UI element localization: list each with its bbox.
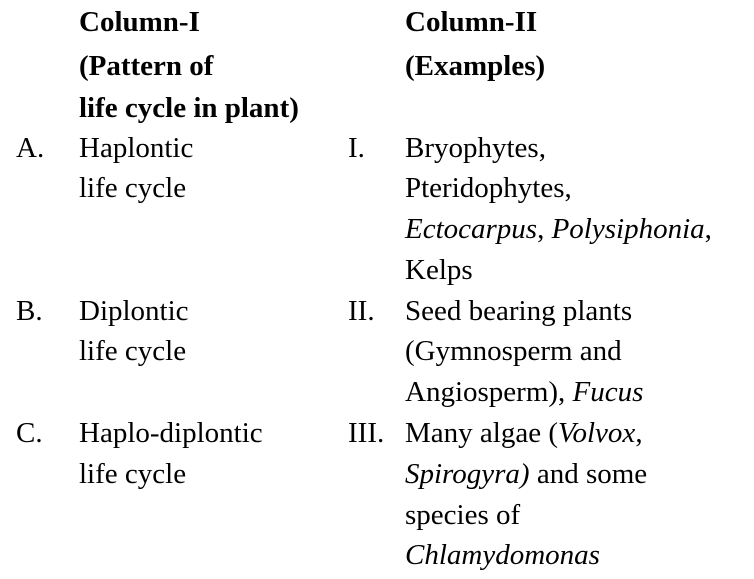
- row-ii-text-line-1: Seed bearing plants: [405, 295, 633, 327]
- row-c-label: C.: [16, 417, 43, 449]
- row-iii-text-line-4: [405, 535, 600, 575]
- column1-header-line-1: Column-I: [79, 6, 200, 38]
- row-a-label: A.: [16, 132, 45, 164]
- row-a-text-line-1: Haplontic: [79, 132, 194, 164]
- angiosperm-text: Angiosperm),: [405, 376, 573, 408]
- row-i-label: I.: [348, 132, 365, 164]
- row-ii-label: II.: [348, 295, 375, 327]
- row-c-text-line-1: Haplo-diplontic: [79, 417, 263, 449]
- row-i-text-line-4: Kelps: [405, 254, 473, 286]
- row-b-text-line-2: life cycle: [79, 335, 187, 367]
- column2-header-line-2: (Examples): [405, 50, 546, 82]
- row-b-text-line-1: Diplontic: [79, 295, 189, 327]
- chlamydomonas-italic: Chlamydomonas: [405, 539, 600, 571]
- row-i-text-line-3: [405, 209, 712, 249]
- comma-sep: ,: [537, 213, 552, 245]
- many-algae-text: Many algae (: [405, 417, 558, 449]
- volvox-italic: Volvox: [558, 417, 636, 449]
- ectocarpus-italic: Ectocarpus: [405, 213, 538, 245]
- column2-header-line-1: Column-II: [405, 6, 538, 38]
- row-ii-text-line-2: (Gymnosperm and: [405, 335, 622, 367]
- row-i-text-line-1: Bryophytes,: [405, 132, 546, 164]
- row-c-text-line-2: life cycle: [79, 458, 187, 490]
- comma-end: ,: [704, 213, 712, 245]
- comma-after-volvox: ,: [635, 417, 643, 449]
- spirogyra-italic: Spirogyra): [405, 458, 530, 490]
- row-ii-text-line-3: [405, 372, 643, 412]
- row-iii-text-line-2: [405, 454, 647, 494]
- fucus-italic: Fucus: [572, 376, 644, 408]
- row-a-text-line-2: life cycle: [79, 172, 187, 204]
- row-i-text-line-2: Pteridophytes,: [405, 172, 572, 204]
- and-some-text: and some: [529, 458, 648, 490]
- column1-header-line-3: life cycle in plant): [79, 92, 299, 124]
- row-iii-text-line-3: species of: [405, 499, 521, 531]
- row-iii-label: III.: [348, 417, 385, 449]
- column1-header-line-2: (Pattern of: [79, 50, 214, 82]
- row-b-label: B.: [16, 295, 43, 327]
- polysiphonia-italic: Polysiphonia: [551, 213, 705, 245]
- row-iii-text-line-1: [405, 413, 643, 453]
